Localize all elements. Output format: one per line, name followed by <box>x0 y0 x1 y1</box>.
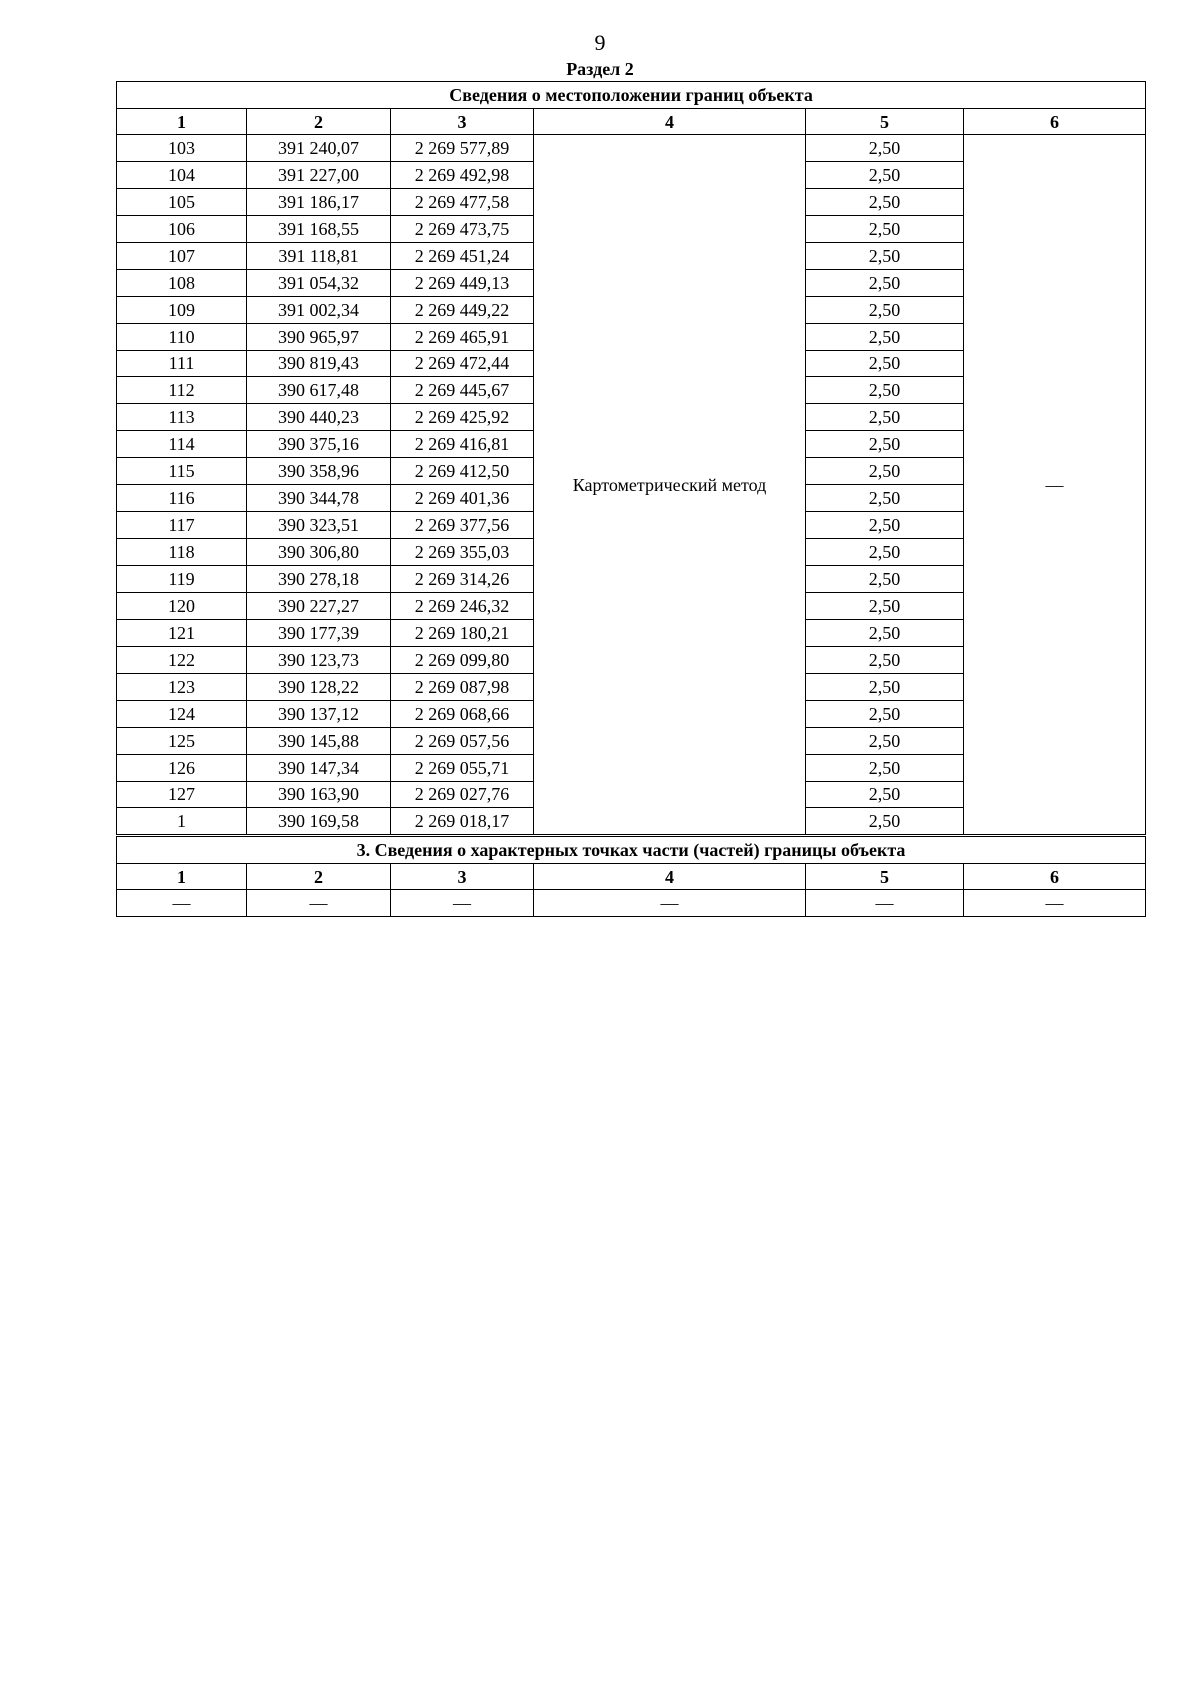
coordinate-x: 390 227,27 <box>247 592 391 619</box>
point-number: 117 <box>117 512 247 539</box>
coordinate-y: 2 269 449,13 <box>391 269 534 296</box>
coordinate-y: 2 269 018,17 <box>391 808 534 835</box>
accuracy-value: 2,50 <box>806 619 964 646</box>
accuracy-value: 2,50 <box>806 485 964 512</box>
column-header-3: 3 <box>391 109 534 135</box>
coordinate-x: 391 118,81 <box>247 242 391 269</box>
column-header-6: 6 <box>964 109 1146 135</box>
accuracy-value: 2,50 <box>806 592 964 619</box>
accuracy-value: 2,50 <box>806 808 964 835</box>
point-number: 116 <box>117 485 247 512</box>
coordinate-y: 2 269 425,92 <box>391 404 534 431</box>
coordinate-y: 2 269 180,21 <box>391 619 534 646</box>
accuracy-value: 2,50 <box>806 215 964 242</box>
parts-points-table <box>116 836 1146 917</box>
section-title: Раздел 2 <box>566 59 634 79</box>
parts-cell-1: — <box>117 890 247 917</box>
coordinate-x: 390 323,51 <box>247 512 391 539</box>
coordinate-y: 2 269 477,58 <box>391 188 534 215</box>
coordinate-y: 2 269 449,22 <box>391 296 534 323</box>
coordinate-y: 2 269 087,98 <box>391 673 534 700</box>
accuracy-value: 2,50 <box>806 242 964 269</box>
parts-caption-row <box>117 837 1146 864</box>
point-number: 114 <box>117 431 247 458</box>
coordinate-x: 391 186,17 <box>247 188 391 215</box>
coordinate-x: 390 128,22 <box>247 673 391 700</box>
point-number: 103 <box>117 135 247 162</box>
coordinate-x: 390 344,78 <box>247 485 391 512</box>
page-number: 9 <box>594 30 606 55</box>
parts-column-header-4: 4 <box>534 864 806 890</box>
point-number: 127 <box>117 781 247 808</box>
coordinate-y: 2 269 355,03 <box>391 539 534 566</box>
coordinate-y: 2 269 057,56 <box>391 727 534 754</box>
coordinate-x: 391 054,32 <box>247 269 391 296</box>
point-number: 105 <box>117 188 247 215</box>
coordinate-x: 390 147,34 <box>247 754 391 781</box>
coordinate-x: 390 306,80 <box>247 539 391 566</box>
coordinate-x: 391 168,55 <box>247 215 391 242</box>
parts-column-header-1: 1 <box>117 864 247 890</box>
coordinate-y: 2 269 492,98 <box>391 161 534 188</box>
point-number: 115 <box>117 458 247 485</box>
point-number: 110 <box>117 323 247 350</box>
method-cell: Картометрический метод <box>534 135 806 835</box>
parts-column-header-row <box>117 864 1146 890</box>
coordinate-y: 2 269 246,32 <box>391 592 534 619</box>
coordinate-y: 2 269 445,67 <box>391 377 534 404</box>
coordinate-x: 390 169,58 <box>247 808 391 835</box>
accuracy-value: 2,50 <box>806 781 964 808</box>
coordinate-y: 2 269 099,80 <box>391 646 534 673</box>
point-number: 113 <box>117 404 247 431</box>
coordinate-x: 390 819,43 <box>247 350 391 377</box>
point-number: 123 <box>117 673 247 700</box>
accuracy-value: 2,50 <box>806 646 964 673</box>
coordinate-x: 390 440,23 <box>247 404 391 431</box>
point-number: 1 <box>117 808 247 835</box>
coordinate-x: 390 137,12 <box>247 700 391 727</box>
coordinate-y: 2 269 412,50 <box>391 458 534 485</box>
table-caption-row <box>117 82 1146 109</box>
accuracy-value: 2,50 <box>806 754 964 781</box>
coordinate-y: 2 269 027,76 <box>391 781 534 808</box>
coordinate-x: 390 617,48 <box>247 377 391 404</box>
point-number: 107 <box>117 242 247 269</box>
accuracy-value: 2,50 <box>806 512 964 539</box>
coordinate-x: 390 375,16 <box>247 431 391 458</box>
point-number: 122 <box>117 646 247 673</box>
coordinate-y: 2 269 416,81 <box>391 431 534 458</box>
coordinate-y: 2 269 068,66 <box>391 700 534 727</box>
accuracy-value: 2,50 <box>806 269 964 296</box>
coordinate-x: 390 123,73 <box>247 646 391 673</box>
column-header-4: 4 <box>534 109 806 135</box>
coordinate-y: 2 269 451,24 <box>391 242 534 269</box>
accuracy-value: 2,50 <box>806 161 964 188</box>
coordinate-y: 2 269 401,36 <box>391 485 534 512</box>
accuracy-value: 2,50 <box>806 458 964 485</box>
coordinate-x: 391 002,34 <box>247 296 391 323</box>
parts-column-header-2: 2 <box>247 864 391 890</box>
point-number: 109 <box>117 296 247 323</box>
parts-column-header-6: 6 <box>964 864 1146 890</box>
accuracy-value: 2,50 <box>806 700 964 727</box>
coordinate-y: 2 269 055,71 <box>391 754 534 781</box>
parts-cell-3: — <box>391 890 534 917</box>
column-header-5: 5 <box>806 109 964 135</box>
accuracy-value: 2,50 <box>806 566 964 593</box>
point-number: 118 <box>117 539 247 566</box>
coordinate-y: 2 269 377,56 <box>391 512 534 539</box>
parts-cell-5: — <box>806 890 964 917</box>
coordinate-x: 391 227,00 <box>247 161 391 188</box>
table-row <box>117 135 1146 162</box>
accuracy-value: 2,50 <box>806 539 964 566</box>
parts-cell-2: — <box>247 890 391 917</box>
point-number: 108 <box>117 269 247 296</box>
boundary-coordinates-table <box>116 81 1146 835</box>
column-header-2: 2 <box>247 109 391 135</box>
coordinate-y: 2 269 473,75 <box>391 215 534 242</box>
column-header-1: 1 <box>117 109 247 135</box>
accuracy-value: 2,50 <box>806 188 964 215</box>
point-number: 119 <box>117 566 247 593</box>
coordinate-x: 390 177,39 <box>247 619 391 646</box>
point-number: 104 <box>117 161 247 188</box>
point-number: 124 <box>117 700 247 727</box>
accuracy-value: 2,50 <box>806 431 964 458</box>
point-number: 120 <box>117 592 247 619</box>
table-caption: Сведения о местоположении границ объекта <box>117 82 1146 109</box>
accuracy-value: 2,50 <box>806 404 964 431</box>
coordinate-x: 390 145,88 <box>247 727 391 754</box>
accuracy-value: 2,50 <box>806 673 964 700</box>
point-number: 111 <box>117 350 247 377</box>
accuracy-value: 2,50 <box>806 296 964 323</box>
parts-column-header-5: 5 <box>806 864 964 890</box>
accuracy-value: 2,50 <box>806 350 964 377</box>
point-number: 126 <box>117 754 247 781</box>
parts-cell-6: — <box>964 890 1146 917</box>
coordinate-x: 390 278,18 <box>247 566 391 593</box>
coordinate-x: 390 163,90 <box>247 781 391 808</box>
point-number: 106 <box>117 215 247 242</box>
accuracy-value: 2,50 <box>806 323 964 350</box>
parts-cell-4: — <box>534 890 806 917</box>
point-number: 112 <box>117 377 247 404</box>
column6-cell: — <box>964 135 1146 835</box>
coordinate-x: 390 965,97 <box>247 323 391 350</box>
parts-column-header-3: 3 <box>391 864 534 890</box>
point-number: 121 <box>117 619 247 646</box>
accuracy-value: 2,50 <box>806 377 964 404</box>
coordinate-y: 2 269 577,89 <box>391 135 534 162</box>
column-header-row <box>117 109 1146 135</box>
coordinate-y: 2 269 314,26 <box>391 566 534 593</box>
accuracy-value: 2,50 <box>806 727 964 754</box>
point-number: 125 <box>117 727 247 754</box>
coordinate-y: 2 269 472,44 <box>391 350 534 377</box>
coordinate-x: 390 358,96 <box>247 458 391 485</box>
parts-caption: 3. Сведения о характерных точках части (частей) границы объекта <box>117 837 1146 864</box>
coordinate-x: 391 240,07 <box>247 135 391 162</box>
coordinate-y: 2 269 465,91 <box>391 323 534 350</box>
parts-table-row <box>117 890 1146 917</box>
accuracy-value: 2,50 <box>806 135 964 162</box>
